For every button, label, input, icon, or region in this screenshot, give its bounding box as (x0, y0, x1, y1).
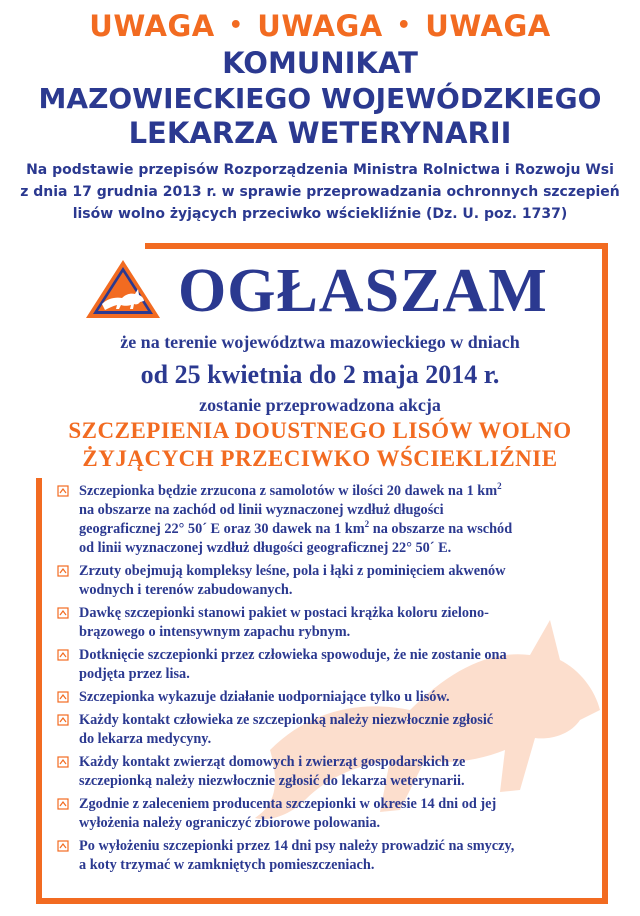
list-item-text: Szczepionka będzie zrzucona z samolotów w ilości 20 dawek na 1 km (79, 483, 498, 499)
uwaga-word: UWAGA (89, 9, 215, 43)
campaign-title-line: SZCZEPIENIA DOUSTNEGO LISÓW WOLNO (68, 418, 572, 443)
superscript: 2 (364, 519, 370, 530)
title-lekarza: LEKARZA WETERYNARII (128, 116, 512, 150)
title-mazowieckiego: MAZOWIECKIEGO WOJEWÓDZKIEGO (38, 82, 602, 115)
uwaga-banner (0, 8, 640, 44)
list-item (57, 753, 597, 791)
separator-dot: • (228, 13, 244, 38)
list-item-text: Zrzuty obejmują kompleksy leśne, pola i łąki z pominięciem akwenów (79, 563, 506, 579)
list-item-text: a koty trzymać w zamkniętych pomieszczeniach. (79, 857, 375, 873)
fox-bullet-icon (57, 607, 69, 619)
title-komunikat: KOMUNIKAT (222, 46, 418, 80)
list-item-text: szczepionką należy niezwłocznie zgłosić do lekarza weterynarii. (79, 773, 465, 789)
campaign-title-line: ŻYJĄCYCH PRZECIWKO WŚCIEKLIŹNIE (82, 446, 558, 471)
list-item-text: podjęta przez lisa. (79, 666, 190, 682)
fox-warning-triangle-icon (84, 258, 162, 320)
list-item-text: geograficznej 22° 50´ E oraz 30 dawek na 1 km (79, 521, 365, 537)
list-item-text: od linii wyznaczonej wzdłuż długości geograficznej 22° 50´ E. (79, 540, 452, 556)
list-item (57, 688, 597, 707)
legal-line: lisów wolno żyjących przeciwko wściekliźnie (Dz. U. poz. 1737) (72, 206, 568, 222)
list-item-text: Po wyłożeniu szczepionki przez 14 dni psy należy prowadzić na smyczy, (79, 838, 515, 854)
legal-basis (0, 159, 640, 225)
fox-bullet-icon (57, 565, 69, 577)
frame-border-bottom (36, 898, 608, 904)
list-item (57, 482, 597, 558)
list-item (57, 837, 597, 875)
announcement-heading: OGŁASZAM (178, 257, 548, 325)
separator-dot: • (396, 13, 412, 38)
list-item (57, 795, 597, 833)
fox-bullet-icon (57, 691, 69, 703)
list-item-text: na obszarze na zachód od linii wyznaczonej wzdłuż długości (79, 502, 444, 518)
info-list (57, 482, 597, 879)
announcement-dates: od 25 kwietnia do 2 maja 2014 r. (140, 360, 500, 389)
uwaga-word: UWAGA (425, 9, 551, 43)
fox-bullet-icon (57, 756, 69, 768)
superscript: 2 (497, 481, 502, 492)
frame-border-top (145, 243, 608, 249)
fox-bullet-icon (57, 714, 69, 726)
list-item-text: do lekarza medycyny. (79, 731, 212, 747)
fox-bullet-icon (57, 840, 69, 852)
list-item-text: Dawkę szczepionki stanowi pakiet w postaci krążka koloru zielono- (79, 605, 489, 621)
announcement-action: zostanie przeprowadzona akcja (199, 395, 441, 415)
list-item (57, 562, 597, 600)
list-item (57, 646, 597, 684)
list-item-text: Każdy kontakt zwierząt domowych i zwierząt gospodarskich ze (79, 754, 466, 770)
list-item-text: Dotknięcie szczepionki przez człowieka spowoduje, że nie zostanie ona (79, 647, 507, 663)
fox-bullet-icon (57, 798, 69, 810)
list-item-text: na obszarze na wschód (372, 521, 513, 537)
campaign-title (40, 417, 600, 473)
legal-line: Na podstawie przepisów Rozporządzenia Ministra Rolnictwa i Rozwoju Wsi (26, 162, 614, 178)
uwaga-word: UWAGA (257, 9, 383, 43)
fox-bullet-icon (57, 485, 69, 497)
announcement-intro: że na terenie województwa mazowieckiego w dniach (120, 332, 520, 352)
list-item-text: wodnych i terenów zabudowanych. (79, 582, 293, 598)
list-item-text: Zgodnie z zaleceniem producenta szczepionki w okresie 14 dni od jej (79, 796, 497, 812)
frame-border-left (36, 478, 42, 904)
list-item-text: Szczepionka wykazuje działanie uodporniające tylko u lisów. (79, 689, 450, 705)
header (0, 0, 640, 225)
fox-bullet-icon (57, 649, 69, 661)
list-item-text: brązowego o intensywnym zapachu rybnym. (79, 624, 351, 640)
list-item (57, 711, 597, 749)
legal-line: z dnia 17 grudnia 2013 r. w sprawie przeprowadzania ochronnych szczepień (20, 184, 620, 200)
list-item (57, 604, 597, 642)
list-item-text: wyłożenia należy ograniczyć zbiorowe polowania. (79, 815, 381, 831)
list-item-text: Każdy kontakt człowieka ze szczepionką należy niezwłocznie zgłosić (79, 712, 494, 728)
